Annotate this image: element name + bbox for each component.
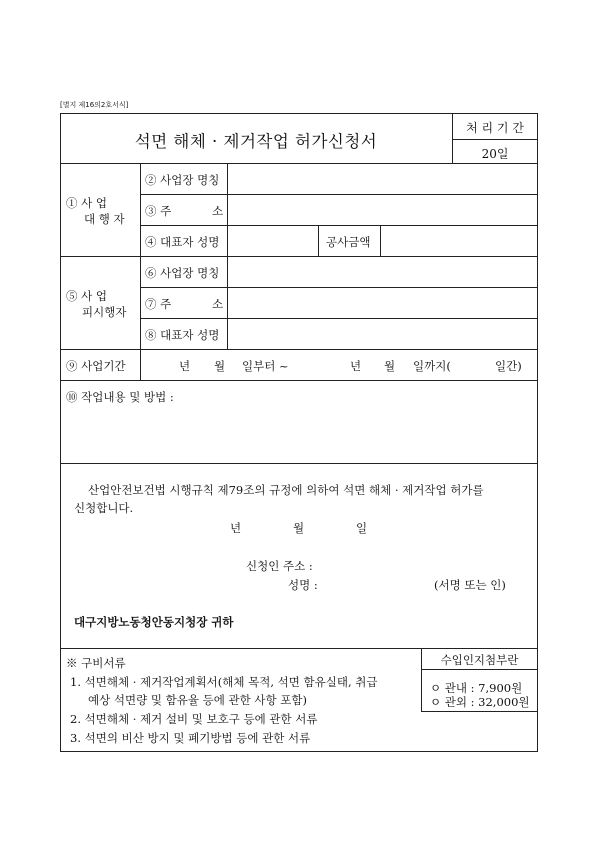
executor-address-label-suffix: 소 xyxy=(212,297,224,311)
revenue-stamp-header: 수입인지첨부란 xyxy=(440,653,519,667)
date-day-unit: 일 xyxy=(356,521,368,535)
contractor-address-label-suffix: 소 xyxy=(212,204,224,218)
fee-outside: ㅇ 관외 : 32,000원 xyxy=(430,695,530,709)
fee-local: ㅇ 관내 : 7,900원 xyxy=(430,681,523,695)
contractor-name-field[interactable] xyxy=(228,164,537,194)
executor-section-sublabel: 피시행자 xyxy=(82,305,127,319)
end-month-unit: 월 xyxy=(384,359,396,373)
form-title: 석면 해체 · 제거작업 허가신청서 xyxy=(134,132,378,151)
executor-address-label: ⑦ 주 xyxy=(145,297,172,311)
document-item: 3. 석면의 비산 방지 및 폐기방법 등에 관한 서류 xyxy=(70,731,311,745)
executor-rep-label: ⑧ 대표자 성명 xyxy=(145,328,220,342)
documents-header: ※ 구비서류 xyxy=(66,656,126,670)
document-item: 2. 석면해체 · 제거 설비 및 보호구 등에 관한 서류 xyxy=(70,712,318,726)
contractor-address-label: ③ 주 xyxy=(145,204,172,218)
applicant-name-label: 성명 : xyxy=(288,578,318,592)
date-month-unit: 월 xyxy=(293,521,305,535)
executor-name-label: ⑥ 사업장 명칭 xyxy=(145,266,220,280)
method-label: ⑩ 작업내용 및 방법 : xyxy=(66,390,174,404)
executor-section-label: ⑤ 사 업 xyxy=(66,289,108,303)
start-day-unit: 일부터 ~ xyxy=(242,359,289,373)
period-label: ⑨ 사업기간 xyxy=(66,359,126,373)
contractor-address-field[interactable] xyxy=(228,195,537,225)
contractor-section-sublabel: 대 행 자 xyxy=(84,212,125,226)
method-field[interactable] xyxy=(61,406,537,462)
processing-label: 처 리 기 간 xyxy=(466,121,524,135)
end-year-unit: 년 xyxy=(350,359,362,373)
contractor-rep-label: ④ 대표자 성명 xyxy=(145,235,220,249)
document-item-continuation: 예상 석면량 및 함유율 등에 관한 사항 포함) xyxy=(88,693,307,707)
form-number: [별지 제16의2호서식] xyxy=(60,101,129,109)
period-days-unit: 일간) xyxy=(495,359,522,373)
end-day-unit: 일까지( xyxy=(413,359,451,373)
executor-rep-field[interactable] xyxy=(228,319,537,349)
executor-name-field[interactable] xyxy=(228,257,537,287)
document-item: 1. 석면해체 · 제거작업계획서(해체 목적, 석면 함유실태, 취급 xyxy=(70,675,378,689)
statement-line-2: 신청합니다. xyxy=(74,501,134,515)
applicant-address-label: 신청인 주소 : xyxy=(246,559,313,573)
statement-line-1: 산업안전보건법 시행규칙 제79조의 규정에 의하여 석면 해체 · 제거작업 허가를 xyxy=(88,483,484,497)
contract-amount-field[interactable] xyxy=(381,226,537,256)
contractor-rep-field[interactable] xyxy=(228,226,318,256)
contract-amount-label: 공사금액 xyxy=(326,235,371,249)
start-month-unit: 월 xyxy=(214,359,226,373)
contractor-name-label: ② 사업장 명칭 xyxy=(145,173,220,187)
start-year-unit: 년 xyxy=(179,359,191,373)
processing-period: 20일 xyxy=(481,147,509,161)
executor-address-field[interactable] xyxy=(228,288,537,318)
recipient: 대구지방노동청안동지청장 귀하 xyxy=(74,615,234,629)
date-year-unit: 년 xyxy=(230,521,242,535)
contractor-section-label: ① 사 업 xyxy=(66,196,108,210)
signature-note: (서명 또는 인) xyxy=(434,578,506,592)
